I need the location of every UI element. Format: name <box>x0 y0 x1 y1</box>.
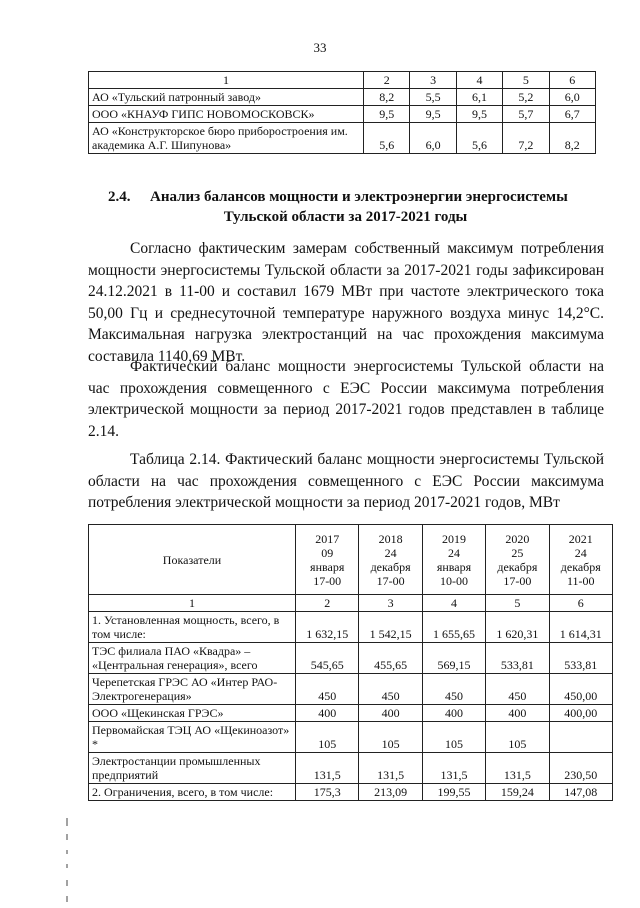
table-row <box>89 612 613 643</box>
column-day: 25 <box>511 545 524 560</box>
cell-value: 1 614,31 <box>549 612 612 643</box>
cell-value: 6,7 <box>549 106 595 123</box>
column-header <box>296 525 359 595</box>
cell-value: 5,2 <box>503 89 549 106</box>
cell-value: 533,81 <box>549 643 612 674</box>
cell-value: 230,50 <box>549 753 612 784</box>
table-header-row <box>89 72 596 89</box>
cell-value: 400,00 <box>549 705 612 722</box>
cell-value: 545,65 <box>296 643 359 674</box>
page-number: 33 <box>313 40 327 55</box>
column-index: 4 <box>422 595 485 612</box>
cell-value: 131,5 <box>296 753 359 784</box>
cell-value: 131,5 <box>486 753 549 784</box>
cell-value: 450 <box>422 674 485 705</box>
row-label: ООО «КНАУФ ГИПС НОВОМОСКОВСК» <box>89 106 364 123</box>
column-day: 24 <box>574 545 587 560</box>
cell-value: 175,3 <box>296 784 359 801</box>
column-month: декабря <box>560 559 601 574</box>
column-index: 6 <box>549 595 612 612</box>
row-label: Электростанции промышленных предприятий <box>89 753 296 784</box>
cell-value: 9,5 <box>456 106 502 123</box>
table-row <box>89 674 613 705</box>
row-label: ООО «Щекинская ГРЭС» <box>89 705 296 722</box>
cell-value: 450 <box>359 674 422 705</box>
cell-value: 159,24 <box>486 784 549 801</box>
column-time: 17-00 <box>503 573 532 588</box>
cell-value: 9,5 <box>410 106 456 123</box>
column-index: 1 <box>89 72 364 89</box>
table-row <box>89 722 613 753</box>
section-title-line2: Тульской области за 2017-2021 годы <box>223 209 468 225</box>
cell-value: 455,65 <box>359 643 422 674</box>
cell-value: 105 <box>359 722 422 753</box>
column-day: 24 <box>447 545 460 560</box>
column-year: 2020 <box>505 531 530 546</box>
row-label: ТЭС филиала ПАО «Квадра» – «Центральная генерация», всего <box>89 643 296 674</box>
cell-value: 450,00 <box>549 674 612 705</box>
column-index: 3 <box>359 595 422 612</box>
column-year: 2017 <box>315 531 340 546</box>
paragraph: Согласно фактическим замерам собственный максимум потребления мощности энергосистемы Тульской области за 2017-2021 годы зафиксирован 24.12.2021 в 11-00 и составил 1679 МВт при частоте электрического тока 50,00 Гц и среднесуточной температуре наружного воздуха минус 14,2°С. Максимальная нагрузка электростанций на час прохождения максимума составила 1140,69 МВт. <box>88 240 604 365</box>
index-row <box>89 595 613 612</box>
cell-value: 8,2 <box>549 123 595 154</box>
paragraph: Фактический баланс мощности энергосистемы Тульской области на час прохождения совмещенного с ЕЭС России максимума потребления электрической мощности за период 2017-2021 годов представлен в таблице 2.14. <box>88 358 604 440</box>
column-month: декабря <box>370 559 411 574</box>
table-row <box>89 643 613 674</box>
cell-value: 7,2 <box>503 123 549 154</box>
cell-value: 5,5 <box>410 89 456 106</box>
column-year: 2018 <box>378 531 403 546</box>
cell-value: 147,08 <box>549 784 612 801</box>
column-index: 5 <box>503 72 549 89</box>
cell-value: 400 <box>296 705 359 722</box>
column-header <box>549 525 612 595</box>
column-index: 1 <box>89 595 296 612</box>
column-year: 2021 <box>568 531 593 546</box>
row-label: Первомайская ТЭЦ АО «Щекиноазот» * <box>89 722 296 753</box>
continued-table <box>88 71 596 154</box>
section-title-line1: Анализ балансов мощности и электроэнергии энергосистемы <box>150 189 568 205</box>
cell-value: 6,0 <box>410 123 456 154</box>
cell-value: 5,6 <box>364 123 410 154</box>
column-index: 2 <box>364 72 410 89</box>
cell-value: 5,7 <box>503 106 549 123</box>
table-row <box>89 753 613 784</box>
cell-value: 131,5 <box>359 753 422 784</box>
cell-value: 131,5 <box>422 753 485 784</box>
cell-value: 400 <box>359 705 422 722</box>
column-year: 2019 <box>441 531 466 546</box>
cell-value: 1 632,15 <box>296 612 359 643</box>
row-label: 2. Ограничения, всего, в том числе: <box>89 784 296 801</box>
column-index: 6 <box>549 72 595 89</box>
cell-value: 1 655,65 <box>422 612 485 643</box>
cell-value: 105 <box>296 722 359 753</box>
balance-table <box>88 524 613 801</box>
cell-value: 450 <box>486 674 549 705</box>
table-row <box>89 784 613 801</box>
column-index: 3 <box>410 72 456 89</box>
table-row <box>89 123 596 154</box>
table-row <box>89 106 596 123</box>
column-day: 24 <box>384 545 397 560</box>
cell-value: 5,6 <box>456 123 502 154</box>
column-header <box>486 525 549 595</box>
section-number: 2.4. <box>108 189 131 205</box>
cell-value: 400 <box>422 705 485 722</box>
cell-value: 6,1 <box>456 89 502 106</box>
column-month: декабря <box>497 559 538 574</box>
column-day: 09 <box>321 545 334 560</box>
cell-value: 105 <box>486 722 549 753</box>
cell-value: 1 542,15 <box>359 612 422 643</box>
column-index: 5 <box>486 595 549 612</box>
row-label: АО «Конструкторское бюро приборостроения им. академика А.Г. Шипунова» <box>89 123 364 154</box>
column-time: 11-00 <box>567 573 595 588</box>
column-time: 17-00 <box>376 573 405 588</box>
cell-value: 105 <box>422 722 485 753</box>
row-label: АО «Тульский патронный завод» <box>89 89 364 106</box>
cell-value: 533,81 <box>486 643 549 674</box>
column-header <box>422 525 485 595</box>
table-header-row <box>89 525 613 595</box>
cell-value <box>549 722 612 753</box>
column-header <box>359 525 422 595</box>
cell-value: 199,55 <box>422 784 485 801</box>
header-label: Показатели <box>89 525 296 595</box>
column-time: 17-00 <box>313 573 342 588</box>
cell-value: 9,5 <box>364 106 410 123</box>
column-index: 4 <box>456 72 502 89</box>
cell-value: 1 620,31 <box>486 612 549 643</box>
margin-marks <box>64 818 70 908</box>
column-month: января <box>436 559 472 574</box>
cell-value: 569,15 <box>422 643 485 674</box>
column-time: 10-00 <box>439 573 468 588</box>
row-label: Черепетская ГРЭС АО «Интер РАО-Электрогенерация» <box>89 674 296 705</box>
column-index: 2 <box>296 595 359 612</box>
table-row <box>89 89 596 106</box>
column-month: января <box>310 559 345 574</box>
cell-value: 450 <box>296 674 359 705</box>
table-row <box>89 705 613 722</box>
table-caption: Таблица 2.14. Фактический баланс мощности энергосистемы Тульской области на час прохождения совмещенного с ЕЭС России максимума потребления электрической мощности за период 2017-2021 годов, МВт <box>88 451 604 511</box>
cell-value: 6,0 <box>549 89 595 106</box>
cell-value: 8,2 <box>364 89 410 106</box>
row-label: 1. Установленная мощность, всего, в том числе: <box>89 612 296 643</box>
cell-value: 400 <box>486 705 549 722</box>
cell-value: 213,09 <box>359 784 422 801</box>
